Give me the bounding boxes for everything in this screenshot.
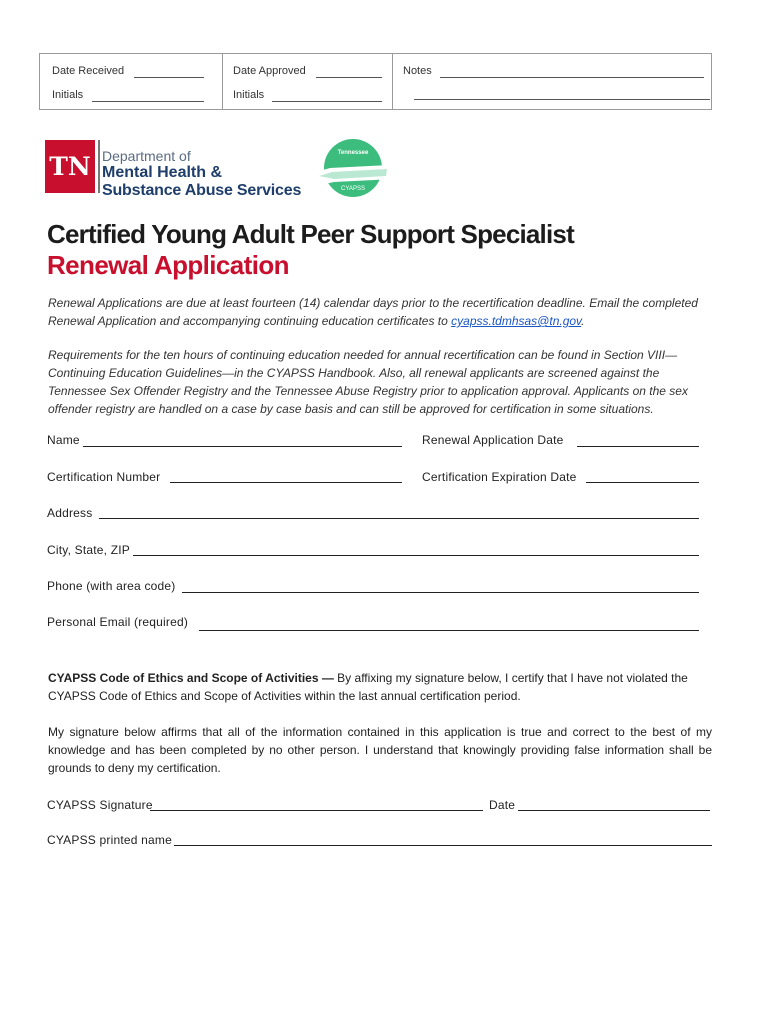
name-label: Name bbox=[47, 433, 80, 447]
notes-field-line-2[interactable] bbox=[414, 99, 710, 100]
name-field[interactable] bbox=[83, 446, 402, 447]
signature-field[interactable] bbox=[150, 810, 483, 811]
page-title: Certified Young Adult Peer Support Specialist bbox=[47, 219, 574, 249]
cert-number-label: Certification Number bbox=[47, 470, 161, 484]
date-label: Date bbox=[489, 798, 516, 812]
intro-end: . bbox=[581, 314, 585, 328]
date-approved-label: Date Approved bbox=[233, 65, 306, 77]
address-label: Address bbox=[47, 506, 93, 520]
renewal-date-field[interactable] bbox=[577, 446, 699, 447]
notes-label: Notes bbox=[403, 65, 432, 77]
page-subtitle: Renewal Application bbox=[47, 250, 289, 280]
cyapss-seal-logo bbox=[314, 138, 392, 198]
intro-paragraph bbox=[48, 294, 714, 330]
printed-name-field[interactable] bbox=[174, 845, 712, 846]
initials-field[interactable] bbox=[92, 101, 204, 102]
notes-field[interactable] bbox=[440, 77, 704, 78]
date-received-label: Date Received bbox=[52, 65, 125, 77]
dept-name-line2: Mental Health & bbox=[102, 164, 223, 181]
seal-bottom-text: CYAPSS bbox=[341, 186, 365, 192]
office-divider bbox=[392, 54, 393, 109]
dept-name-line1: Department of bbox=[102, 148, 191, 164]
initials-field[interactable] bbox=[272, 101, 382, 102]
email-label: Personal Email (required) bbox=[47, 615, 189, 629]
printed-name-label: CYAPSS printed name bbox=[47, 833, 172, 847]
city-state-zip-field[interactable] bbox=[133, 555, 699, 556]
phone-label: Phone (with area code) bbox=[47, 579, 176, 593]
cert-exp-label: Certification Expiration Date bbox=[422, 470, 577, 484]
ethics-heading: CYAPSS Code of Ethics and Scope of Activities — bbox=[48, 671, 334, 685]
email-field[interactable] bbox=[199, 630, 699, 631]
ethics-paragraph bbox=[48, 669, 712, 705]
office-divider bbox=[222, 54, 223, 109]
requirements-paragraph: Requirements for the ten hours of continuing education needed for annual recertification can be found in Section VIII—Continuing Education Guidelines—in the CYAPSS Handbook. Also, all renewal applicants are screened against the Tennessee Sex Offender Registry and the Tennessee Abuse Registry prior to application approval. Applicants on the sex offender registry are handled on a case by case basis and can still be approved for certification in some situations. bbox=[48, 348, 688, 416]
cert-exp-field[interactable] bbox=[586, 482, 699, 483]
tn-logo: TN bbox=[45, 140, 95, 193]
address-field[interactable] bbox=[99, 518, 699, 519]
phone-field[interactable] bbox=[182, 592, 699, 593]
affirmation-paragraph: My signature below affirms that all of the information contained in this application is true and correct to the best of my knowledge and has been completed by no other person. I understand that knowingly providing false information shall be grounds to deny my certification. bbox=[48, 725, 712, 775]
email-link[interactable]: cyapss.tdmhsas@tn.gov bbox=[451, 314, 582, 328]
date-field[interactable] bbox=[518, 810, 710, 811]
date-received-field[interactable] bbox=[134, 77, 204, 78]
ethics-text: By affixing my signature below, I certify that I have not violated the CYAPSS Code of Ethics and Scope of Activities within the last annual certification period. bbox=[48, 671, 688, 703]
dept-name-line3: Substance Abuse Services bbox=[102, 182, 302, 199]
city-state-zip-label: City, State, ZIP bbox=[47, 543, 130, 557]
logo-divider bbox=[98, 140, 100, 193]
intro-text: Renewal Applications are due at least fourteen (14) calendar days prior to the recertification deadline. Email the completed Renewal Application and accompanying continuing education certificates to bbox=[48, 296, 698, 328]
date-approved-field[interactable] bbox=[316, 77, 382, 78]
initials-label: Initials bbox=[52, 89, 84, 101]
office-use-box bbox=[39, 53, 712, 110]
signature-label: CYAPSS Signature bbox=[47, 798, 153, 812]
cert-number-field[interactable] bbox=[170, 482, 402, 483]
initials-label: Initials bbox=[233, 89, 265, 101]
renewal-date-label: Renewal Application Date bbox=[422, 433, 564, 447]
seal-top-text: Tennessee bbox=[337, 150, 369, 156]
